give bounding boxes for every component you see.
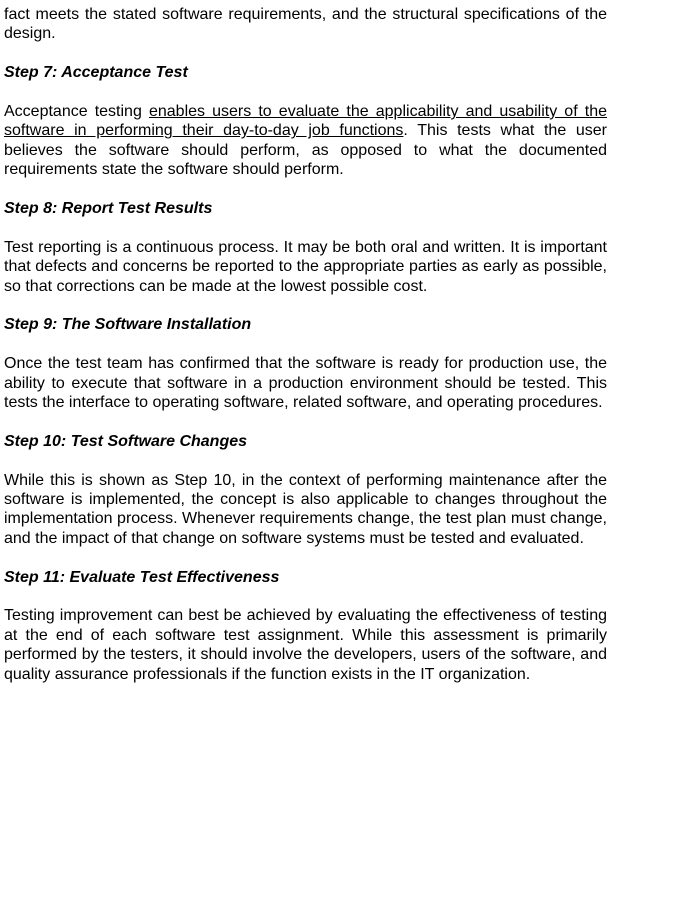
paragraph-step-9: Once the test team has confirmed that the software is ready for production use, the ability to execute that software in a production environment should be tested. This tests the interface to operating software, related software, and operating procedures. <box>4 355 607 412</box>
paragraph-step-10: While this is shown as Step 10, in the context of performing maintenance after the software is implemented, the concept is also applicable to changes throughout the implementation process. Whenever requirements change, the test plan must change, and the impact of that change on software systems must be tested and evaluated. <box>4 471 607 547</box>
paragraph-step-7-underlined: enables users to evaluate the applicability and usability of the software in performing their day-to-day job functions <box>4 103 607 140</box>
heading-step-7: Step 7: Acceptance Test <box>4 64 188 82</box>
heading-step-10: Step 10: Test Software Changes <box>4 432 248 450</box>
paragraph-step-7 <box>4 102 607 180</box>
intro-paragraph: fact meets the stated software requirements, and the structural specifications of the design. <box>4 6 607 43</box>
paragraph-step-11: Testing improvement can best be achieved by evaluating the effectiveness of testing at the end of each software test assignment. While this assessment is primarily performed by the testers, it should involve the developers, users of the software, and quality assurance professionals if the function exists in the IT organization. <box>4 607 607 683</box>
paragraph-step-8: Test reporting is a continuous process. It may be both oral and written. It is important that defects and concerns be reported to the appropriate parties as early as possible, so that corrections can be made at the lowest possible cost. <box>4 238 607 295</box>
heading-step-8: Step 8: Report Test Results <box>4 200 213 218</box>
paragraph-step-7-rest: . This tests what the user believes the software should perform, as opposed to what the documented requirements state the software should perform. <box>4 122 608 179</box>
heading-step-9: Step 9: The Software Installation <box>4 316 252 334</box>
heading-step-11: Step 11: Evaluate Test Effectiveness <box>4 568 280 586</box>
document-page <box>4 5 607 684</box>
paragraph-step-7-lead: Acceptance testing <box>4 103 149 120</box>
